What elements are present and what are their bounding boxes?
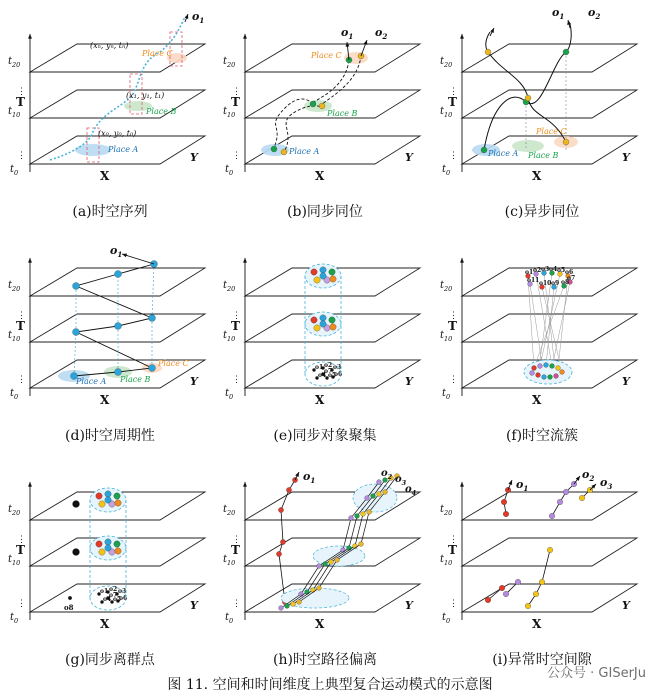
arrowhead xyxy=(28,34,32,39)
flow-label-11: o11 xyxy=(527,277,540,284)
trajectory-o4-point xyxy=(299,592,304,597)
tick-dots: ⋮ xyxy=(449,87,458,97)
cluster-point xyxy=(320,315,326,321)
trajectory-o4-point xyxy=(349,516,354,521)
tick-t0: $t_0$ xyxy=(225,164,234,177)
cluster-point xyxy=(114,493,120,499)
cluster-point xyxy=(314,277,320,283)
o2-point xyxy=(563,489,569,495)
cluster-point xyxy=(320,267,326,273)
label-place-a: Place A xyxy=(488,149,519,158)
o3-point xyxy=(525,603,531,609)
arrowhead xyxy=(243,34,247,39)
flow-label-2: o2 xyxy=(533,267,542,274)
trajectory-o3-point xyxy=(285,604,290,609)
t-axis-label: T xyxy=(231,543,240,557)
caption-i: (i)异常时空间隙 xyxy=(492,652,592,668)
tick-t0: $t_0$ xyxy=(225,612,234,625)
flow-label-3: o3 xyxy=(541,266,550,273)
o1-point xyxy=(563,139,569,145)
flow-label-1: o1 xyxy=(525,269,534,276)
flow-point xyxy=(554,374,559,379)
trajectory-o1 xyxy=(74,264,154,376)
object-label-3: o3 xyxy=(333,364,342,371)
tick-t0: $t_0$ xyxy=(442,164,451,177)
coord-a: (x₀, y₀, t₀) xyxy=(98,129,137,138)
label-place-a: Place A xyxy=(108,145,139,154)
object-label-6: o6 xyxy=(334,371,343,378)
label-o2: $o_2$ xyxy=(588,6,601,21)
arrowhead xyxy=(508,480,512,485)
cluster-point xyxy=(320,273,326,279)
o1-point xyxy=(499,585,505,591)
trajectory-o3-point xyxy=(371,494,376,499)
o1-arrow xyxy=(122,254,154,264)
flow-point xyxy=(556,366,561,371)
tick-dots: ⋮ xyxy=(17,599,26,609)
o2-point xyxy=(319,103,325,109)
tick-t20: $t_{20}$ xyxy=(223,504,236,517)
tick-dots: ⋮ xyxy=(232,599,241,609)
caption-h: (h)时空路径偏离 xyxy=(273,652,377,668)
o1-point xyxy=(115,271,122,278)
cluster-point xyxy=(320,321,326,327)
o1-point xyxy=(149,315,156,322)
tick-t0: $t_0$ xyxy=(10,164,19,177)
object-label-5: o5 xyxy=(113,596,122,603)
tick-t10: $t_{10}$ xyxy=(8,554,21,567)
cluster-point xyxy=(311,269,317,275)
tick-dots: ⋮ xyxy=(232,535,241,545)
cluster-point xyxy=(99,501,105,507)
panel-e xyxy=(223,258,420,407)
tick-dots: ⋮ xyxy=(17,535,26,545)
tick-t0: $t_0$ xyxy=(10,612,19,625)
arrowhead xyxy=(243,258,247,263)
trajectory-o4-point xyxy=(377,480,382,485)
trajectory-o3-point xyxy=(305,590,310,595)
trajectory-o2b-point xyxy=(317,586,322,591)
x-axis-label: X xyxy=(315,169,325,183)
trajectory-o2 xyxy=(552,484,574,516)
o1-point xyxy=(115,323,122,330)
label-o1: $o_1$ xyxy=(192,10,205,25)
tick-dots: ⋮ xyxy=(449,311,458,321)
label-o1: $o_1$ xyxy=(552,6,565,21)
label-place-c: Place C xyxy=(311,51,342,60)
flow-label-10: o10 xyxy=(539,280,552,287)
tick-dots: ⋮ xyxy=(232,311,241,321)
tick-dots: ⋮ xyxy=(17,87,26,97)
tick-t0: $t_0$ xyxy=(442,388,451,401)
tick-t0: $t_0$ xyxy=(10,388,19,401)
y-axis-label: Y xyxy=(190,151,198,164)
trajectory-o2-point xyxy=(311,588,316,593)
label-place-c: Place C xyxy=(142,49,173,58)
x-axis-label: X xyxy=(532,393,542,407)
flow-point xyxy=(550,364,555,369)
flow-point xyxy=(548,375,553,380)
cluster-point xyxy=(99,549,105,555)
cluster-point xyxy=(105,491,111,497)
object-label-6: o6 xyxy=(119,595,128,602)
arrowhead xyxy=(460,34,464,39)
object-label-7: o7 xyxy=(109,592,118,599)
o1-point xyxy=(280,539,285,544)
label-o1: $o_1$ xyxy=(110,244,123,259)
o3-point xyxy=(539,579,545,585)
trajectory-o2 xyxy=(293,478,391,604)
trajectory-o2b-point xyxy=(297,600,302,605)
tick-dots: ⋮ xyxy=(232,375,241,385)
o3-point xyxy=(533,591,539,597)
tick-t0: $t_0$ xyxy=(225,388,234,401)
label-o2: $o_2$ xyxy=(375,26,388,41)
flow-label-9: o9 xyxy=(551,280,560,287)
tick-t10: $t_{10}$ xyxy=(8,330,21,343)
o1-point xyxy=(149,365,156,372)
tick-dots: ⋮ xyxy=(232,151,241,161)
flow-point xyxy=(538,364,543,369)
label-place-a: Place A xyxy=(289,147,320,156)
o2-point xyxy=(481,147,487,153)
o1-point xyxy=(503,511,509,517)
o3-point xyxy=(579,495,585,501)
trajectory-o2-point xyxy=(329,560,334,565)
arrowhead xyxy=(28,482,32,487)
caption-b: (b)同步同位 xyxy=(287,204,363,220)
trajectory-o2b-point xyxy=(383,490,388,495)
o1-point xyxy=(310,101,316,107)
object-label-2: o2 xyxy=(109,586,118,593)
x-axis-label: X xyxy=(100,169,110,183)
trajectory-o2b xyxy=(299,476,397,602)
tick-t20: $t_{20}$ xyxy=(223,280,236,293)
coord-b: (x₁, y₁, t₁) xyxy=(126,91,165,100)
flow-line xyxy=(558,276,568,368)
panel-c xyxy=(440,6,637,183)
panel-f xyxy=(440,258,637,407)
label-place-a: Place A xyxy=(76,377,107,386)
flow-label-7: o7 xyxy=(567,275,576,282)
flow-label-6: o6 xyxy=(565,269,574,276)
cluster-point xyxy=(115,500,121,506)
x-axis-label: X xyxy=(100,393,110,407)
object-label-8: o8 xyxy=(64,603,74,612)
caption-e: (e)同步对象聚集 xyxy=(273,428,377,444)
t-axis-label: T xyxy=(448,543,457,557)
watermark: 公众号 · GISerJu xyxy=(547,666,646,681)
cluster-point xyxy=(311,317,317,323)
arrowhead xyxy=(28,258,32,263)
label-o2: $o_2$ xyxy=(582,468,595,483)
tick-dots: ⋮ xyxy=(449,151,458,161)
tick-t10: $t_{10}$ xyxy=(440,330,453,343)
o1-point xyxy=(525,95,531,101)
tick-t10: $t_{10}$ xyxy=(223,554,236,567)
panel-i xyxy=(440,468,637,631)
trajectory-o2-point xyxy=(377,492,382,497)
o3-point xyxy=(547,547,553,553)
o1-point xyxy=(501,499,507,505)
x-axis-label: X xyxy=(315,393,325,407)
tick-t20: $t_{20}$ xyxy=(8,280,21,293)
o1-point xyxy=(271,146,277,152)
cluster-point xyxy=(330,276,336,282)
cluster-point xyxy=(105,539,111,545)
cluster-point xyxy=(105,545,111,551)
trajectory-o4-point xyxy=(317,564,322,569)
arrowhead xyxy=(460,258,464,263)
caption-f: (f)时空流簇 xyxy=(505,428,579,444)
object-label-3: o3 xyxy=(118,588,127,595)
caption-c: (c)异步同位 xyxy=(504,204,580,220)
period-link xyxy=(74,332,76,376)
trajectory-o3-point xyxy=(355,514,360,519)
tick-dots: ⋮ xyxy=(449,375,458,385)
y-axis-label: Y xyxy=(622,599,630,612)
outlier-point xyxy=(68,596,72,600)
corridor-ring xyxy=(313,546,365,566)
panel-d xyxy=(8,244,205,407)
x-axis-label: X xyxy=(100,617,110,631)
tick-t20: $t_{20}$ xyxy=(440,504,453,517)
cluster-point xyxy=(115,548,121,554)
trajectory-o2-point xyxy=(291,602,296,607)
x-axis-label: X xyxy=(315,617,325,631)
tick-t20: $t_{20}$ xyxy=(440,56,453,69)
flow-point xyxy=(560,370,565,375)
arrowhead xyxy=(576,476,580,481)
tick-t0: $t_0$ xyxy=(442,612,451,625)
t-axis-label: T xyxy=(231,95,240,109)
tick-t10: $t_{10}$ xyxy=(440,106,453,119)
layer-plane xyxy=(462,90,637,118)
tick-t10: $t_{10}$ xyxy=(223,106,236,119)
trajectory-o3 xyxy=(528,550,550,606)
arrowhead xyxy=(460,482,464,487)
trajectory-o3-point xyxy=(323,562,328,567)
flow-point xyxy=(542,375,547,380)
o1-point xyxy=(485,49,491,55)
flow-label-8: o8 xyxy=(561,279,570,286)
tick-t10: $t_{10}$ xyxy=(8,106,21,119)
cluster-point xyxy=(329,269,335,275)
y-axis-label: Y xyxy=(190,375,198,388)
tick-t20: $t_{20}$ xyxy=(8,504,21,517)
tick-t20: $t_{20}$ xyxy=(223,56,236,69)
caption-d: (d)时空周期性 xyxy=(65,428,155,444)
trajectory-o2b-point xyxy=(359,542,364,547)
trajectory-o1 xyxy=(486,32,566,142)
flow-label-5: o5 xyxy=(557,267,566,274)
o1-point xyxy=(73,283,80,290)
t-axis-label: T xyxy=(448,95,457,109)
tick-dots: ⋮ xyxy=(449,535,458,545)
trajectory-o2-point xyxy=(361,512,366,517)
flow-point xyxy=(532,366,537,371)
x-axis-label: X xyxy=(532,169,542,183)
outlier-point xyxy=(73,549,80,556)
o1-point xyxy=(485,597,491,603)
label-o2: $o_2$ xyxy=(381,468,393,481)
tick-dots: ⋮ xyxy=(449,599,458,609)
panel-g xyxy=(8,482,205,631)
o1-point xyxy=(278,507,283,512)
y-axis-label: Y xyxy=(190,599,198,612)
layer-plane xyxy=(30,90,205,118)
flow-point xyxy=(530,371,535,376)
o2-point xyxy=(281,149,287,155)
label-o3: $o_3$ xyxy=(600,476,613,491)
tick-t10: $t_{10}$ xyxy=(223,330,236,343)
label-place-c: Place C xyxy=(536,127,567,136)
x-axis-label: X xyxy=(532,617,542,631)
cluster-point xyxy=(330,324,336,330)
y-axis-label: Y xyxy=(405,151,413,164)
tick-dots: ⋮ xyxy=(17,311,26,321)
o2-point xyxy=(549,513,555,519)
cluster-point xyxy=(314,325,320,331)
label-o1: $o_1$ xyxy=(341,26,354,41)
o2-point xyxy=(515,579,521,585)
label-place-b: Place B xyxy=(327,109,358,118)
t-axis-label: T xyxy=(16,95,25,109)
panel-h xyxy=(223,468,420,631)
cluster-point xyxy=(329,317,335,323)
outlier-point xyxy=(73,501,80,508)
layer-plane xyxy=(462,44,637,72)
label-place-b: Place B xyxy=(120,375,151,384)
y-axis-label: Y xyxy=(405,599,413,612)
trajectory-o1 xyxy=(50,17,185,160)
arrowhead xyxy=(122,254,127,258)
y-axis-label: Y xyxy=(622,375,630,388)
o2-point xyxy=(557,499,563,505)
o1-point xyxy=(286,487,291,492)
tick-dots: ⋮ xyxy=(17,151,26,161)
panel-a xyxy=(8,10,205,183)
t-axis-label: T xyxy=(448,319,457,333)
arrowhead xyxy=(243,482,247,487)
cluster-point xyxy=(114,541,120,547)
label-place-b: Place B xyxy=(146,107,177,116)
flow-label-4: o4 xyxy=(549,266,558,273)
cluster-point xyxy=(96,541,102,547)
object-label-2: o2 xyxy=(324,362,333,369)
trajectory-o2b-point xyxy=(335,558,340,563)
t-axis-label: T xyxy=(231,319,240,333)
object-label-4: o4 xyxy=(103,596,112,603)
object-label-5: o5 xyxy=(328,372,337,379)
arrowhead xyxy=(185,14,189,19)
object-label-7: o7 xyxy=(324,368,333,375)
y-axis-label: Y xyxy=(622,151,630,164)
y-axis-label: Y xyxy=(405,375,413,388)
label-o1: $o_1$ xyxy=(516,478,529,493)
label-o3: $o_3$ xyxy=(395,474,407,487)
cluster-point xyxy=(105,497,111,503)
o1-point xyxy=(276,551,281,556)
tick-t20: $t_{20}$ xyxy=(440,280,453,293)
tick-dots: ⋮ xyxy=(232,87,241,97)
o2-point xyxy=(563,49,569,55)
label-o1: $o_1$ xyxy=(303,470,316,485)
object-label-1: o1 xyxy=(100,588,109,595)
trajectory-o2b-point xyxy=(367,510,372,515)
figure-caption: 图 11. 空间和时间维度上典型复合运动模式的示意图 xyxy=(167,677,493,693)
trajectory-o4-point xyxy=(365,496,370,501)
t-axis-label: T xyxy=(16,543,25,557)
flow-point xyxy=(536,373,541,378)
tick-t20: $t_{20}$ xyxy=(8,56,21,69)
o2-point xyxy=(503,591,509,597)
o1-point xyxy=(73,329,80,336)
tick-t10: $t_{10}$ xyxy=(440,554,453,567)
flow-point xyxy=(544,363,549,368)
coord-c: (xₙ, yₙ, tₙ) xyxy=(90,41,129,50)
caption-g: (g)同步离群点 xyxy=(65,652,155,668)
label-place-b: Place B xyxy=(528,151,559,160)
object-label-1: o1 xyxy=(315,364,324,371)
t-axis-label: T xyxy=(16,319,25,333)
trajectory-o3 xyxy=(287,480,385,606)
caption-a: (a)时空序列 xyxy=(72,204,148,220)
panel-b xyxy=(223,26,420,183)
cluster-point xyxy=(96,493,102,499)
tick-dots: ⋮ xyxy=(17,375,26,385)
label-place-c: Place C xyxy=(158,359,189,368)
object-label-4: o4 xyxy=(318,372,327,379)
trajectory-o4-point xyxy=(279,606,284,611)
label-o4: $o_4$ xyxy=(405,484,417,497)
period-link xyxy=(152,264,154,318)
